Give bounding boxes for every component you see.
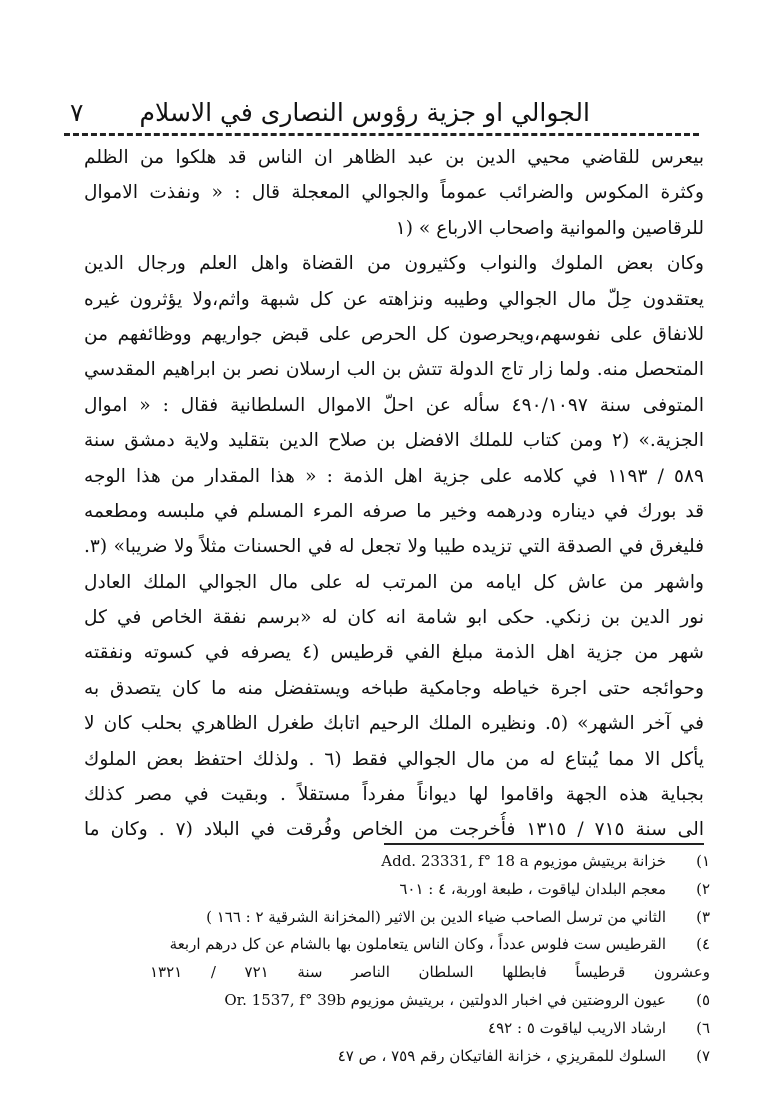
text-line: شهر من جزية اهل الذمة مبلغ الفي قرطيس (٤ يصرفه في كسوته ونفقته bbox=[84, 642, 704, 664]
footnote-number: ٤) bbox=[696, 935, 710, 954]
footnote bbox=[150, 848, 710, 876]
footnote-text: الثاني من ترسل الصاحب ضياء الدين بن الاثير (المخزانة الشرقية ٢ : ١٦٦ ) bbox=[206, 907, 666, 926]
text-line: الى سنة ٧١٥ / ١٣١٥ فأُخرجت من الخاص وفُرقت في البلاد (٧ . وكان ما bbox=[84, 819, 704, 841]
footnote bbox=[150, 931, 710, 959]
footnote-number: ٥) bbox=[696, 990, 710, 1009]
footnote bbox=[150, 1015, 710, 1043]
footnote-number: ٧) bbox=[696, 1046, 710, 1065]
footnote-text: القرطيس ست فلوس عدداً ، وكان الناس يتعاملون بها بالشام عن كل درهم اربعة bbox=[169, 935, 666, 954]
text-line: المتوفى سنة ٤٩٠/١٠٩٧ سأله عن احلّ الاموال السلطانية فقال : « اموال bbox=[84, 394, 704, 416]
text-line: للرقاصين والموانية واصحاب الارباع » (١ bbox=[395, 217, 704, 239]
main-text bbox=[84, 140, 704, 848]
footnote-rule bbox=[384, 843, 704, 845]
footnote bbox=[150, 1043, 710, 1071]
text-line: واشهر من عاش كل ايامه من المرتب له على مال الجوالي الملك العادل bbox=[84, 571, 704, 593]
text-line: بجباية هذه الجهة واقاموا لها ديواناً مفرداً مستقلاً . وبقيت في مصر كذلك bbox=[84, 784, 704, 806]
footnote-number: ٢) bbox=[696, 879, 710, 898]
footnote-text: السلوك للمقريزي ، خزانة الفاتيكان رقم ٧٥٩ ، ص ٤٧ bbox=[337, 1046, 666, 1065]
text-line: يعتقدون حِلّ مال الجوالي وطيبه ونزاهته عن كل شبهة واثم،ولا يؤثرون غيره bbox=[84, 288, 704, 310]
page-number: ٧ bbox=[70, 97, 84, 127]
text-line: المتحصل منه. ولما زار تاج الدولة تتش بن الب ارسلان نصر بن ابراهيم المقدسي bbox=[84, 359, 704, 381]
text-line: ٥٨٩ / ١١٩٣ في كلامه على جزية اهل الذمة : « هذا المقدار من هذا الوجه bbox=[84, 465, 704, 487]
text-line: في آخر الشهر» (٥. ونظيره الملك الرحيم اتابك طغرل الظاهري بحلب كان لا bbox=[84, 713, 704, 735]
footnote-text: معجم البلدان لياقوت ، طبعة اوربة، ٤ : ٦٠١ bbox=[399, 879, 666, 898]
text-line: يأكل الا مما يُبتاع له من مال الجوالي فقط (٦ . ولذلك احتفظ بعض الملوك bbox=[84, 748, 704, 770]
text-line: وحوائجه حتى اجرة خياطه وجامكية طباخه ويستفضل منه ما كان يتصدق به bbox=[84, 677, 704, 699]
text-line: وكثرة المكوس والضرائب عموماً والجوالي المعجلة قال : « ونفذت الاموال bbox=[84, 182, 704, 204]
text-line: وكان بعض الملوك والنواب وكثيرون من القضاة واهل العلم ورجال الدين bbox=[84, 253, 704, 275]
text-line: فليغرق في الصدقة التي تزيده طيبا ولا تجعل له في الحسنات مثلاً ولا ضريبا» (٣. bbox=[84, 536, 704, 558]
running-header bbox=[70, 92, 590, 132]
footnote-text: وعشرون قرطيساً فابطلها السلطان الناصر سنة ٧٢١ / ١٣٢١ bbox=[150, 963, 710, 982]
footnote-continuation bbox=[150, 959, 710, 987]
header-rule bbox=[64, 133, 699, 136]
footnotes bbox=[150, 848, 710, 1070]
footnote-text: ارشاد الاريب لياقوت ٥ : ٤٩٢ bbox=[488, 1018, 666, 1037]
text-line: نور الدين بن زنكي. حكى ابو شامة انه كان له «برسم نفقة الخاص في كل bbox=[84, 607, 704, 629]
footnote bbox=[150, 987, 710, 1015]
footnote-number: ١) bbox=[696, 852, 710, 870]
text-line: الجزية.» (٢ ومن كتاب للملك الافضل بن صلاح الدين بتقليد ولاية دمشق سنة bbox=[84, 430, 704, 452]
running-title: الجوالي او جزية رؤوس النصارى في الاسلام bbox=[139, 97, 590, 127]
footnote-text: عيون الروضتين في اخبار الدولتين ، بريتيش موزيوم Or. 1537, f° 39b bbox=[224, 990, 666, 1009]
footnote bbox=[150, 876, 710, 904]
footnote bbox=[150, 904, 710, 932]
footnote-number: ٣) bbox=[696, 907, 710, 926]
footnote-number: ٦) bbox=[696, 1018, 710, 1037]
text-line: للانفاق على نفوسهم،ويحرصون كل الحرص على قبض جواريهم ووظائفهم من bbox=[84, 323, 704, 345]
text-line: بيعرس للقاضي محيي الدين بن عبد الظاهر ان الناس قد هلكوا من الظلم bbox=[84, 147, 704, 168]
footnote-text: خزانة بريتيش موزيوم Add. 23331, f° 18 a bbox=[381, 852, 666, 870]
text-line: قد بورك في ديناره ودرهمه وخير ما صرفه المرء المسلم في ملبسه ومطعمه bbox=[84, 500, 704, 522]
